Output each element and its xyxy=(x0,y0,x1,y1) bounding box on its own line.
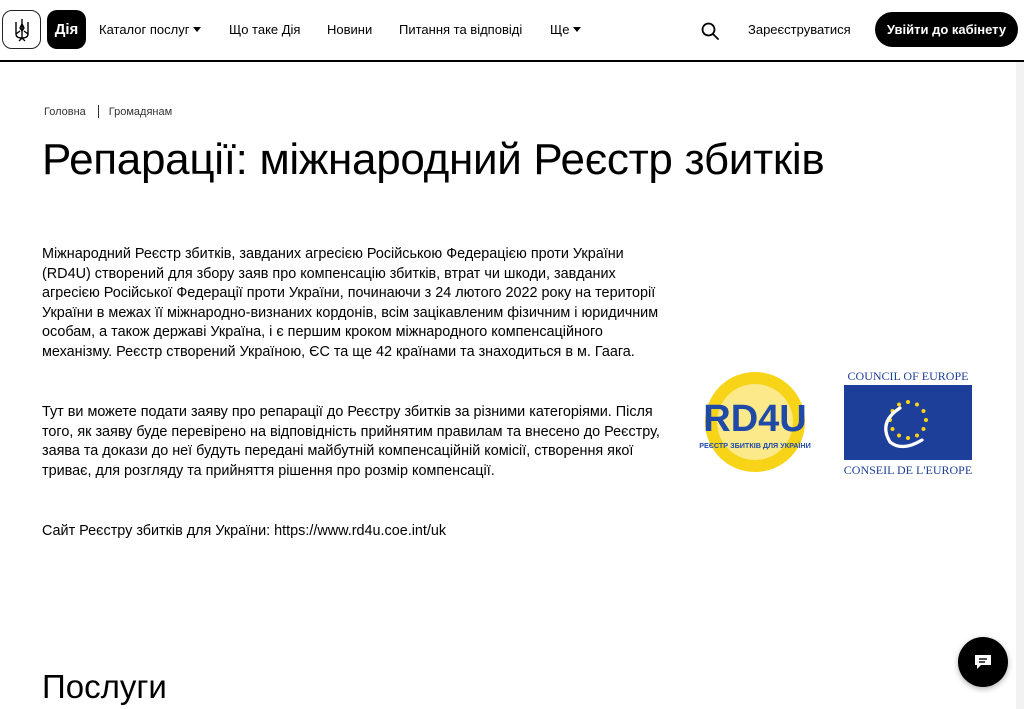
nav-what-is-diia[interactable] xyxy=(229,22,300,37)
breadcrumb xyxy=(44,105,172,118)
register-link[interactable]: Зареєструватися xyxy=(748,22,851,37)
rd4u-logo-text: RD4U xyxy=(703,398,807,440)
site-header xyxy=(0,0,1024,62)
registry-site-link[interactable]: Сайт Реєстру збитків для України: https://www.rd4u.coe.int/uk xyxy=(42,523,447,539)
diia-logo[interactable]: Дія xyxy=(47,10,86,49)
nav-faq-label: Питання та відповіді xyxy=(399,22,523,37)
page-scrollbar[interactable] xyxy=(1016,62,1024,709)
nav-faq[interactable] xyxy=(399,22,522,37)
trident-logo[interactable] xyxy=(2,10,41,49)
caret-down-icon xyxy=(193,27,201,32)
nav-what-is-diia-label: Що таке Дія xyxy=(229,22,301,37)
nav-more-label: Ще xyxy=(550,22,570,37)
nav-catalog[interactable] xyxy=(99,22,201,37)
rd4u-logo-subtext: РЕЄСТР ЗБИТКІВ ДЛЯ УКРАЇНИ xyxy=(699,441,811,450)
rd4u-logo xyxy=(680,368,830,476)
description-paragraph-1: Міжнародний Реєстр збитків, завданих агресією Російською Федерацією проти України (RD4U) створений для збору заяв про компенсацію збитків, втрат чи шкоди, завданих агресією Російської Федерації проти України, починаючи з 24 лютого 2022 року на території України в межах її міжнародно-визнаних кордонів, всім зацікавленим фізичним і юридичним особам, а також державі Україна, і є першим кроком міжнародного компенсаційного механізму. Реєстр створений Україною, ЄС та ще 42 країнами та знаходиться в м. Гаага. xyxy=(42,246,659,360)
coe-logo-top-text: COUNCIL OF EUROPE xyxy=(847,369,969,383)
trident-icon xyxy=(12,18,32,42)
services-section-title: Послуги xyxy=(42,668,167,705)
council-of-europe-logo xyxy=(842,368,974,476)
chat-icon xyxy=(973,653,993,671)
search-icon xyxy=(700,21,720,41)
page-title: Репарації: міжнародний Реєстр збитків xyxy=(42,135,825,184)
chat-button[interactable] xyxy=(958,637,1008,687)
search-button[interactable] xyxy=(700,21,720,41)
nav-news[interactable] xyxy=(327,22,372,37)
login-button[interactable]: Увійти до кабінету xyxy=(875,12,1018,47)
nav-catalog-label: Каталог послуг xyxy=(99,22,190,37)
nav-news-label: Новини xyxy=(327,22,373,37)
description-paragraph-2: Тут ви можете подати заяву про репарації до Реєстру збитків за різними категоріями. Після того, як заяву буде перевірено на відповідність прийнятим правилам та внесено до Реєстру, заява та докази до неї будуть передані майбутній компенсаційній комісії, створення якої триває, для розгляду та прийняття рішення про розмір компенсації. xyxy=(42,404,660,479)
breadcrumb-separator xyxy=(98,105,99,118)
caret-down-icon xyxy=(573,27,581,32)
breadcrumb-citizens[interactable]: Громадянам xyxy=(108,105,173,118)
coe-logo-bottom-text: CONSEIL DE L'EUROPE xyxy=(843,463,973,476)
nav-more[interactable] xyxy=(550,22,581,37)
breadcrumb-home[interactable]: Головна xyxy=(44,105,86,118)
